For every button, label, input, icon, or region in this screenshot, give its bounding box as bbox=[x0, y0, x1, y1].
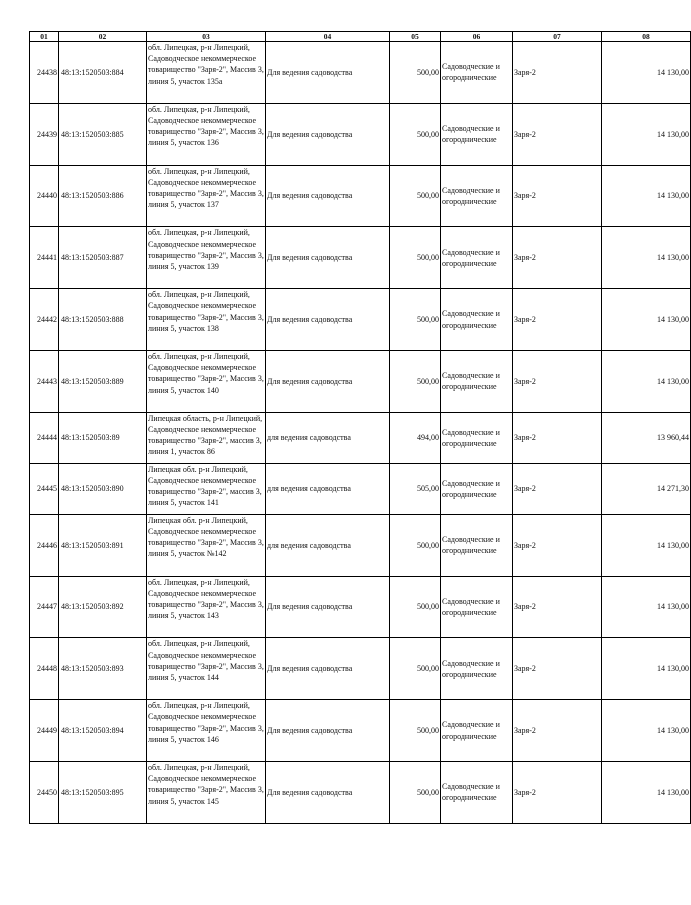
plot-address: обл. Липецкая, р-н Липецкий, Садоводческое некоммерческое товарищество "Заря-2", Массив 3, линия 5, участок 146 bbox=[147, 700, 266, 762]
row-number: 24443 bbox=[30, 350, 59, 412]
cadastral-value: 14 130,00 bbox=[602, 761, 691, 823]
plot-address: Липецкая область, р-н Липецкий, Садоводческое некоммерческое товарищество "Заря-2", массив 3, линия 1, участок 86 bbox=[147, 412, 266, 463]
row-number: 24440 bbox=[30, 165, 59, 227]
row-number: 24441 bbox=[30, 227, 59, 289]
row-number: 24445 bbox=[30, 463, 59, 514]
settlement: Заря-2 bbox=[513, 103, 602, 165]
plot-area: 500,00 bbox=[390, 638, 441, 700]
plot-area: 500,00 bbox=[390, 227, 441, 289]
permitted-use: для ведения садоводства bbox=[266, 514, 390, 576]
table-row bbox=[30, 576, 691, 638]
cadastral-value: 14 130,00 bbox=[602, 350, 691, 412]
plot-area: 505,00 bbox=[390, 463, 441, 514]
settlement: Заря-2 bbox=[513, 576, 602, 638]
row-number: 24438 bbox=[30, 42, 59, 104]
plot-area: 494,00 bbox=[390, 412, 441, 463]
settlement: Заря-2 bbox=[513, 227, 602, 289]
cadastral-value: 13 960,44 bbox=[602, 412, 691, 463]
land-category: Садоводческие и огороднические bbox=[441, 42, 513, 104]
table-row bbox=[30, 638, 691, 700]
table-row bbox=[30, 761, 691, 823]
permitted-use: Для ведения садоводства bbox=[266, 761, 390, 823]
land-plots-table bbox=[29, 31, 691, 824]
table-row bbox=[30, 350, 691, 412]
permitted-use: Для ведения садоводства bbox=[266, 350, 390, 412]
column-header: 04 bbox=[266, 32, 390, 42]
table-row bbox=[30, 514, 691, 576]
column-header: 08 bbox=[602, 32, 691, 42]
cadastral-number: 48:13:1520503:891 bbox=[59, 514, 147, 576]
cadastral-number: 48:13:1520503:893 bbox=[59, 638, 147, 700]
cadastral-number: 48:13:1520503:886 bbox=[59, 165, 147, 227]
permitted-use: Для ведения садоводства bbox=[266, 227, 390, 289]
table-row bbox=[30, 103, 691, 165]
row-number: 24442 bbox=[30, 289, 59, 351]
land-category: Садоводческие и огороднические bbox=[441, 227, 513, 289]
cadastral-number: 48:13:1520503:894 bbox=[59, 700, 147, 762]
land-category: Садоводческие и огороднические bbox=[441, 350, 513, 412]
column-header: 06 bbox=[441, 32, 513, 42]
permitted-use: для ведения садоводства bbox=[266, 463, 390, 514]
header-row bbox=[30, 32, 691, 42]
land-category: Садоводческие и огороднические bbox=[441, 761, 513, 823]
plot-area: 500,00 bbox=[390, 103, 441, 165]
cadastral-number: 48:13:1520503:892 bbox=[59, 576, 147, 638]
plot-address: обл. Липецкая, р-н Липецкий, Садоводческое некоммерческое товарищество "Заря-2", Массив 3, линия 5, участок 140 bbox=[147, 350, 266, 412]
table-row bbox=[30, 42, 691, 104]
cadastral-value: 14 130,00 bbox=[602, 700, 691, 762]
land-category: Садоводческие и огороднические bbox=[441, 289, 513, 351]
permitted-use: Для ведения садоводства bbox=[266, 576, 390, 638]
settlement: Заря-2 bbox=[513, 514, 602, 576]
permitted-use: Для ведения садоводства bbox=[266, 700, 390, 762]
row-number: 24447 bbox=[30, 576, 59, 638]
land-category: Садоводческие и огороднические bbox=[441, 700, 513, 762]
column-header: 07 bbox=[513, 32, 602, 42]
column-header: 03 bbox=[147, 32, 266, 42]
permitted-use: Для ведения садоводства bbox=[266, 42, 390, 104]
plot-address: обл. Липецкая, р-н Липецкий, Садоводческое некоммерческое товарищество "Заря-2", Массив 3, линия 5, участок 135а bbox=[147, 42, 266, 104]
plot-address: обл. Липецкая, р-н Липецкий, Садоводческое некоммерческое товарищество "Заря-2", Массив 3, линия 5, участок 138 bbox=[147, 289, 266, 351]
plot-address: Липецкая обл. р-н Липецкий, Садоводческое некоммерческое товарищество "Заря-2", массив 3, линия 5, участок 141 bbox=[147, 463, 266, 514]
cadastral-value: 14 130,00 bbox=[602, 42, 691, 104]
plot-address: обл. Липецкая, р-н Липецкий, Садоводческое некоммерческое товарищество "Заря-2", Массив 3, линия 5, участок 145 bbox=[147, 761, 266, 823]
table-row bbox=[30, 700, 691, 762]
settlement: Заря-2 bbox=[513, 412, 602, 463]
plot-area: 500,00 bbox=[390, 700, 441, 762]
plot-area: 500,00 bbox=[390, 514, 441, 576]
cadastral-number: 48:13:1520503:888 bbox=[59, 289, 147, 351]
settlement: Заря-2 bbox=[513, 42, 602, 104]
row-number: 24446 bbox=[30, 514, 59, 576]
cadastral-value: 14 271,30 bbox=[602, 463, 691, 514]
settlement: Заря-2 bbox=[513, 700, 602, 762]
settlement: Заря-2 bbox=[513, 350, 602, 412]
cadastral-value: 14 130,00 bbox=[602, 289, 691, 351]
cadastral-number: 48:13:1520503:889 bbox=[59, 350, 147, 412]
row-number: 24449 bbox=[30, 700, 59, 762]
land-category: Садоводческие и огороднические bbox=[441, 576, 513, 638]
settlement: Заря-2 bbox=[513, 638, 602, 700]
table-row bbox=[30, 412, 691, 463]
row-number: 24439 bbox=[30, 103, 59, 165]
cadastral-number: 48:13:1520503:895 bbox=[59, 761, 147, 823]
cadastral-number: 48:13:1520503:885 bbox=[59, 103, 147, 165]
land-category: Садоводческие и огороднические bbox=[441, 412, 513, 463]
cadastral-value: 14 130,00 bbox=[602, 103, 691, 165]
settlement: Заря-2 bbox=[513, 761, 602, 823]
plot-address: обл. Липецкая, р-н Липецкий, Садоводческое некоммерческое товарищество "Заря-2", Массив 3, линия 5, участок 137 bbox=[147, 165, 266, 227]
plot-area: 500,00 bbox=[390, 165, 441, 227]
permitted-use: для ведения садоводства bbox=[266, 412, 390, 463]
column-header: 05 bbox=[390, 32, 441, 42]
table-row bbox=[30, 165, 691, 227]
settlement: Заря-2 bbox=[513, 463, 602, 514]
cadastral-number: 48:13:1520503:89 bbox=[59, 412, 147, 463]
settlement: Заря-2 bbox=[513, 289, 602, 351]
land-category: Садоводческие и огороднические bbox=[441, 463, 513, 514]
cadastral-value: 14 130,00 bbox=[602, 576, 691, 638]
plot-area: 500,00 bbox=[390, 289, 441, 351]
permitted-use: Для ведения садоводства bbox=[266, 289, 390, 351]
plot-address: обл. Липецкая, р-н Липецкий, Садоводческое некоммерческое товарищество "Заря-2", Массив 3, линия 5, участок 139 bbox=[147, 227, 266, 289]
permitted-use: Для ведения садоводства bbox=[266, 165, 390, 227]
plot-address: обл. Липецкая, р-н Липецкий, Садоводческое некоммерческое товарищество "Заря-2", Массив 3, линия 5, участок 143 bbox=[147, 576, 266, 638]
cadastral-number: 48:13:1520503:890 bbox=[59, 463, 147, 514]
land-category: Садоводческие и огороднические bbox=[441, 514, 513, 576]
plot-address: обл. Липецкая, р-н Липецкий, Садоводческое некоммерческое товарищество "Заря-2", Массив 3, линия 5, участок 144 bbox=[147, 638, 266, 700]
row-number: 24450 bbox=[30, 761, 59, 823]
land-category: Садоводческие и огороднические bbox=[441, 103, 513, 165]
table-row bbox=[30, 463, 691, 514]
land-category: Садоводческие и огороднические bbox=[441, 165, 513, 227]
cadastral-number: 48:13:1520503:884 bbox=[59, 42, 147, 104]
cadastral-value: 14 130,00 bbox=[602, 227, 691, 289]
plot-area: 500,00 bbox=[390, 350, 441, 412]
table-row bbox=[30, 289, 691, 351]
settlement: Заря-2 bbox=[513, 165, 602, 227]
row-number: 24448 bbox=[30, 638, 59, 700]
column-header: 02 bbox=[59, 32, 147, 42]
plot-address: обл. Липецкая, р-н Липецкий, Садоводческое некоммерческое товарищество "Заря-2", Массив 3, линия 5, участок 136 bbox=[147, 103, 266, 165]
row-number: 24444 bbox=[30, 412, 59, 463]
cadastral-value: 14 130,00 bbox=[602, 165, 691, 227]
plot-address: Липецкая обл. р-н Липецкий, Садоводческое некоммерческое товарищество "Заря-2", Массив 3, линия 5, участок №142 bbox=[147, 514, 266, 576]
permitted-use: Для ведения садоводства bbox=[266, 103, 390, 165]
table-row bbox=[30, 227, 691, 289]
cadastral-number: 48:13:1520503:887 bbox=[59, 227, 147, 289]
plot-area: 500,00 bbox=[390, 42, 441, 104]
land-category: Садоводческие и огороднические bbox=[441, 638, 513, 700]
cadastral-value: 14 130,00 bbox=[602, 514, 691, 576]
plot-area: 500,00 bbox=[390, 576, 441, 638]
registry-page bbox=[29, 31, 689, 824]
column-header: 01 bbox=[30, 32, 59, 42]
permitted-use: Для ведения садоводства bbox=[266, 638, 390, 700]
plot-area: 500,00 bbox=[390, 761, 441, 823]
cadastral-value: 14 130,00 bbox=[602, 638, 691, 700]
